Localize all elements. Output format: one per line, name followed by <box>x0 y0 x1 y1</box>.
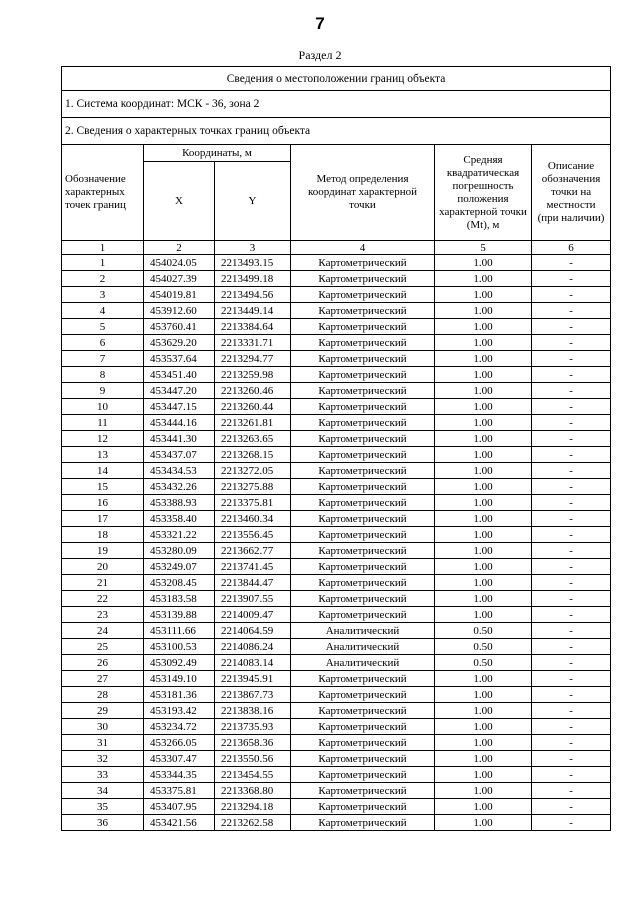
point-number: 25 <box>62 639 144 655</box>
point-number: 15 <box>62 479 144 495</box>
coord-y: 2213741.45 <box>215 559 291 575</box>
section-title: Раздел 2 <box>298 48 342 62</box>
coord-x: 453234.72 <box>144 719 215 735</box>
coord-y: 2213454.55 <box>215 767 291 783</box>
description: - <box>532 703 611 719</box>
coord-x: 453760.41 <box>144 319 215 335</box>
coord-y: 2213275.88 <box>215 479 291 495</box>
table-row <box>62 527 611 543</box>
method: Картометрический <box>291 255 435 271</box>
point-number: 29 <box>62 703 144 719</box>
accuracy: 1.00 <box>435 527 532 543</box>
coord-y: 2213735.93 <box>215 719 291 735</box>
coord-x: 453139.88 <box>144 607 215 623</box>
description: - <box>532 367 611 383</box>
accuracy: 1.00 <box>435 575 532 591</box>
header-method: Метод определения координат характерной точки <box>291 145 435 241</box>
description: - <box>532 607 611 623</box>
description: - <box>532 399 611 415</box>
table-title: Сведения о местоположении границ объекта <box>62 67 611 91</box>
point-number: 22 <box>62 591 144 607</box>
description: - <box>532 495 611 511</box>
table-row <box>62 511 611 527</box>
point-number: 6 <box>62 335 144 351</box>
column-number: 3 <box>215 241 291 255</box>
coord-x: 453249.07 <box>144 559 215 575</box>
table-row <box>62 671 611 687</box>
column-number: 2 <box>144 241 215 255</box>
table-row <box>62 495 611 511</box>
method: Картометрический <box>291 543 435 559</box>
table-row <box>62 463 611 479</box>
method: Картометрический <box>291 703 435 719</box>
coord-y: 2213449.14 <box>215 303 291 319</box>
coord-y: 2213499.18 <box>215 271 291 287</box>
point-number: 10 <box>62 399 144 415</box>
coord-y: 2213662.77 <box>215 543 291 559</box>
table-body <box>62 255 611 831</box>
header-coordinates: Координаты, м <box>144 145 291 162</box>
column-number: 6 <box>532 241 611 255</box>
accuracy: 1.00 <box>435 335 532 351</box>
accuracy: 1.00 <box>435 415 532 431</box>
coord-x: 453434.53 <box>144 463 215 479</box>
point-number: 21 <box>62 575 144 591</box>
description: - <box>532 287 611 303</box>
point-number: 35 <box>62 799 144 815</box>
table-row <box>62 815 611 831</box>
accuracy: 1.00 <box>435 671 532 687</box>
table-row <box>62 703 611 719</box>
coord-x: 453421.56 <box>144 815 215 831</box>
method: Картометрический <box>291 687 435 703</box>
accuracy: 1.00 <box>435 591 532 607</box>
coord-x: 453912.60 <box>144 303 215 319</box>
method: Картометрический <box>291 511 435 527</box>
coord-y: 2213658.36 <box>215 735 291 751</box>
coord-x: 453447.20 <box>144 383 215 399</box>
method: Картометрический <box>291 735 435 751</box>
method: Картометрический <box>291 447 435 463</box>
method: Картометрический <box>291 479 435 495</box>
description: - <box>532 735 611 751</box>
coord-y: 2214086.24 <box>215 639 291 655</box>
table-row <box>62 367 611 383</box>
coord-y: 2213261.81 <box>215 415 291 431</box>
table-row <box>62 783 611 799</box>
coord-y: 2213867.73 <box>215 687 291 703</box>
point-number: 9 <box>62 383 144 399</box>
coordinate-system: 1. Система координат: МСК - 36, зона 2 <box>62 91 611 118</box>
method: Картометрический <box>291 559 435 575</box>
table-row <box>62 559 611 575</box>
coord-x: 453266.05 <box>144 735 215 751</box>
method: Картометрический <box>291 287 435 303</box>
table-row <box>62 799 611 815</box>
coord-y: 2213907.55 <box>215 591 291 607</box>
table-row <box>62 415 611 431</box>
coord-y: 2213262.58 <box>215 815 291 831</box>
coord-y: 2213294.18 <box>215 799 291 815</box>
coord-x: 453344.35 <box>144 767 215 783</box>
points-heading: 2. Сведения о характерных точках границ объекта <box>62 118 611 145</box>
accuracy: 1.00 <box>435 431 532 447</box>
coord-y: 2213263.65 <box>215 431 291 447</box>
accuracy: 0.50 <box>435 655 532 671</box>
table-row <box>62 655 611 671</box>
point-number: 14 <box>62 463 144 479</box>
description: - <box>532 431 611 447</box>
table-row <box>62 719 611 735</box>
point-number: 24 <box>62 623 144 639</box>
accuracy: 1.00 <box>435 255 532 271</box>
coord-y: 2214083.14 <box>215 655 291 671</box>
description: - <box>532 255 611 271</box>
description: - <box>532 623 611 639</box>
point-number: 31 <box>62 735 144 751</box>
point-number: 34 <box>62 783 144 799</box>
table-row <box>62 591 611 607</box>
accuracy: 0.50 <box>435 639 532 655</box>
description: - <box>532 639 611 655</box>
description: - <box>532 591 611 607</box>
description: - <box>532 751 611 767</box>
coord-y: 2213368.80 <box>215 783 291 799</box>
coord-y: 2213260.44 <box>215 399 291 415</box>
accuracy: 1.00 <box>435 495 532 511</box>
point-number: 17 <box>62 511 144 527</box>
header-accuracy: Средняя квадратическая погрешность положения характерной точки (Mt), м <box>435 145 532 241</box>
method: Картометрический <box>291 783 435 799</box>
method: Картометрический <box>291 271 435 287</box>
coord-x: 454027.39 <box>144 271 215 287</box>
accuracy: 1.00 <box>435 815 532 831</box>
description: - <box>532 303 611 319</box>
coord-x: 453358.40 <box>144 511 215 527</box>
description: - <box>532 799 611 815</box>
accuracy: 1.00 <box>435 607 532 623</box>
point-number: 11 <box>62 415 144 431</box>
point-number: 18 <box>62 527 144 543</box>
accuracy: 1.00 <box>435 447 532 463</box>
description: - <box>532 655 611 671</box>
accuracy: 1.00 <box>435 463 532 479</box>
table-row <box>62 351 611 367</box>
point-number: 2 <box>62 271 144 287</box>
page-number: 7 <box>315 14 325 33</box>
coord-x: 453321.22 <box>144 527 215 543</box>
method: Картометрический <box>291 751 435 767</box>
method: Картометрический <box>291 431 435 447</box>
accuracy: 1.00 <box>435 399 532 415</box>
method: Картометрический <box>291 591 435 607</box>
coord-y: 2213259.98 <box>215 367 291 383</box>
description: - <box>532 351 611 367</box>
accuracy: 1.00 <box>435 383 532 399</box>
accuracy: 1.00 <box>435 799 532 815</box>
column-number: 1 <box>62 241 144 255</box>
accuracy: 1.00 <box>435 319 532 335</box>
accuracy: 1.00 <box>435 719 532 735</box>
method: Картометрический <box>291 463 435 479</box>
point-number: 4 <box>62 303 144 319</box>
coord-x: 453100.53 <box>144 639 215 655</box>
coord-x: 453375.81 <box>144 783 215 799</box>
coord-y: 2213493.15 <box>215 255 291 271</box>
point-number: 28 <box>62 687 144 703</box>
table-row <box>62 735 611 751</box>
accuracy: 1.00 <box>435 783 532 799</box>
coord-x: 453407.95 <box>144 799 215 815</box>
method: Картометрический <box>291 799 435 815</box>
coord-x: 453183.58 <box>144 591 215 607</box>
method: Аналитический <box>291 623 435 639</box>
description: - <box>532 383 611 399</box>
method: Картометрический <box>291 335 435 351</box>
accuracy: 1.00 <box>435 703 532 719</box>
coord-y: 2213294.77 <box>215 351 291 367</box>
accuracy: 1.00 <box>435 479 532 495</box>
coord-x: 453629.20 <box>144 335 215 351</box>
table-row <box>62 543 611 559</box>
method: Картометрический <box>291 575 435 591</box>
column-number: 5 <box>435 241 532 255</box>
point-number: 27 <box>62 671 144 687</box>
description: - <box>532 559 611 575</box>
table-row <box>62 767 611 783</box>
coord-x: 453111.66 <box>144 623 215 639</box>
accuracy: 1.00 <box>435 271 532 287</box>
accuracy: 1.00 <box>435 751 532 767</box>
coord-x: 453441.30 <box>144 431 215 447</box>
coord-y: 2213844.47 <box>215 575 291 591</box>
coord-x: 453444.16 <box>144 415 215 431</box>
accuracy: 1.00 <box>435 303 532 319</box>
accuracy: 1.00 <box>435 287 532 303</box>
coord-y: 2213331.71 <box>215 335 291 351</box>
description: - <box>532 463 611 479</box>
coord-x: 454019.81 <box>144 287 215 303</box>
header-y: Y <box>215 162 291 241</box>
description: - <box>532 319 611 335</box>
table-row <box>62 271 611 287</box>
coord-x: 453437.07 <box>144 447 215 463</box>
point-number: 36 <box>62 815 144 831</box>
accuracy: 1.00 <box>435 543 532 559</box>
accuracy: 1.00 <box>435 351 532 367</box>
point-number: 3 <box>62 287 144 303</box>
table-row <box>62 479 611 495</box>
accuracy: 1.00 <box>435 735 532 751</box>
table-row <box>62 623 611 639</box>
accuracy: 0.50 <box>435 623 532 639</box>
header-x: X <box>144 162 215 241</box>
accuracy: 1.00 <box>435 687 532 703</box>
point-number: 16 <box>62 495 144 511</box>
method: Картометрический <box>291 815 435 831</box>
coord-x: 453193.42 <box>144 703 215 719</box>
coord-x: 453208.45 <box>144 575 215 591</box>
table-row <box>62 751 611 767</box>
coord-y: 2214064.59 <box>215 623 291 639</box>
table-row <box>62 447 611 463</box>
table-row <box>62 607 611 623</box>
description: - <box>532 479 611 495</box>
point-number: 30 <box>62 719 144 735</box>
description: - <box>532 767 611 783</box>
description: - <box>532 527 611 543</box>
method: Картометрический <box>291 527 435 543</box>
coord-x: 453092.49 <box>144 655 215 671</box>
point-number: 20 <box>62 559 144 575</box>
table-row <box>62 335 611 351</box>
coord-y: 2213260.46 <box>215 383 291 399</box>
boundary-points-table <box>61 66 611 831</box>
method: Картометрический <box>291 319 435 335</box>
method: Картометрический <box>291 303 435 319</box>
coord-x: 453432.26 <box>144 479 215 495</box>
point-number: 19 <box>62 543 144 559</box>
description: - <box>532 671 611 687</box>
point-number: 1 <box>62 255 144 271</box>
coord-x: 454024.05 <box>144 255 215 271</box>
coord-x: 453280.09 <box>144 543 215 559</box>
table-row <box>62 383 611 399</box>
description: - <box>532 335 611 351</box>
table-row <box>62 255 611 271</box>
coord-y: 2213838.16 <box>215 703 291 719</box>
point-number: 32 <box>62 751 144 767</box>
coord-y: 2213375.81 <box>215 495 291 511</box>
method: Картометрический <box>291 767 435 783</box>
coord-y: 2214009.47 <box>215 607 291 623</box>
table-row <box>62 575 611 591</box>
point-number: 13 <box>62 447 144 463</box>
method: Картометрический <box>291 671 435 687</box>
accuracy: 1.00 <box>435 559 532 575</box>
method: Аналитический <box>291 639 435 655</box>
table-row <box>62 287 611 303</box>
method: Картометрический <box>291 607 435 623</box>
coord-y: 2213550.56 <box>215 751 291 767</box>
description: - <box>532 687 611 703</box>
point-number: 12 <box>62 431 144 447</box>
header-designation: Обозначение характерных точек границ <box>62 145 144 241</box>
method: Картометрический <box>291 719 435 735</box>
description: - <box>532 719 611 735</box>
table-row <box>62 399 611 415</box>
method: Картометрический <box>291 383 435 399</box>
method: Аналитический <box>291 655 435 671</box>
method: Картометрический <box>291 495 435 511</box>
header-description: Описание обозначения точки на местности (при наличии) <box>532 145 611 241</box>
method: Картометрический <box>291 351 435 367</box>
coord-y: 2213384.64 <box>215 319 291 335</box>
coord-x: 453307.47 <box>144 751 215 767</box>
coord-x: 453181.36 <box>144 687 215 703</box>
coord-x: 453149.10 <box>144 671 215 687</box>
coord-y: 2213494.56 <box>215 287 291 303</box>
point-number: 7 <box>62 351 144 367</box>
table-row <box>62 431 611 447</box>
point-number: 26 <box>62 655 144 671</box>
method: Картометрический <box>291 399 435 415</box>
point-number: 5 <box>62 319 144 335</box>
description: - <box>532 271 611 287</box>
description: - <box>532 815 611 831</box>
description: - <box>532 511 611 527</box>
coord-y: 2213268.15 <box>215 447 291 463</box>
point-number: 8 <box>62 367 144 383</box>
coord-y: 2213460.34 <box>215 511 291 527</box>
method: Картометрический <box>291 415 435 431</box>
coord-x: 453388.93 <box>144 495 215 511</box>
accuracy: 1.00 <box>435 367 532 383</box>
table-row <box>62 303 611 319</box>
coord-y: 2213272.05 <box>215 463 291 479</box>
coord-y: 2213945.91 <box>215 671 291 687</box>
method: Картометрический <box>291 367 435 383</box>
point-number: 23 <box>62 607 144 623</box>
table-row <box>62 319 611 335</box>
description: - <box>532 415 611 431</box>
description: - <box>532 543 611 559</box>
accuracy: 1.00 <box>435 511 532 527</box>
table-row <box>62 687 611 703</box>
column-number-row <box>62 241 611 255</box>
description: - <box>532 447 611 463</box>
accuracy: 1.00 <box>435 767 532 783</box>
point-number: 33 <box>62 767 144 783</box>
coord-x: 453447.15 <box>144 399 215 415</box>
description: - <box>532 783 611 799</box>
description: - <box>532 575 611 591</box>
column-number: 4 <box>291 241 435 255</box>
table-row <box>62 639 611 655</box>
coord-x: 453451.40 <box>144 367 215 383</box>
coord-x: 453537.64 <box>144 351 215 367</box>
coord-y: 2213556.45 <box>215 527 291 543</box>
